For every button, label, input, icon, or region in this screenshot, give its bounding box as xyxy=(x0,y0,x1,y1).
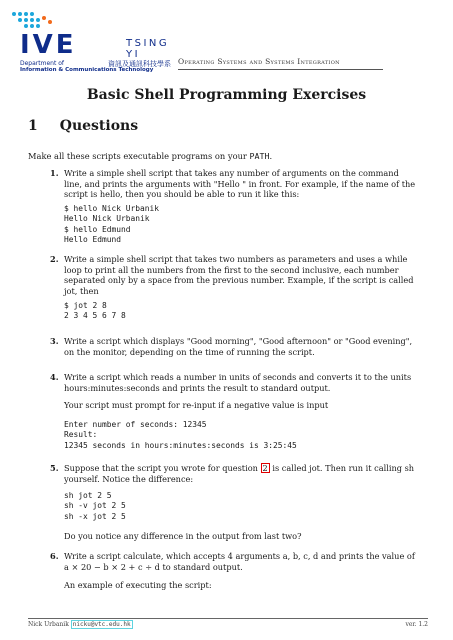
question-text: Write a script calculate, which accepts 4 arguments a, b, c, d and prints the value of a × 20 − b × 2 + c ÷ d to standard output. xyxy=(64,551,415,572)
dept-line1: Department of xyxy=(20,60,64,67)
question-5 xyxy=(50,463,419,484)
question-text: Write a simple shell script that takes any number of arguments on the command line, and prints the arguments with "Hello " in front. For example, if the name of the script is hello, then you should be able to run it like this: xyxy=(64,168,416,200)
section-number: 1 xyxy=(28,118,38,134)
intro-sentence: Make all these scripts executable programs on your xyxy=(28,151,247,161)
footer-author xyxy=(28,621,133,628)
question-number: 5. xyxy=(50,463,59,473)
code-block-1: $ hello Nick Urbanik Hello Nick Urbanik $ hello Edmund Hello Edmund xyxy=(64,204,160,245)
intro-path: PATH xyxy=(249,151,270,161)
author-name: Nick Urbanik xyxy=(28,621,69,628)
dept-line2: Information & Communications Technology xyxy=(20,67,154,73)
question-number: 1. xyxy=(50,168,59,178)
question-6 xyxy=(50,551,419,572)
ive-logo xyxy=(8,8,178,73)
question-5-note: Do you notice any difference in the output from last two? xyxy=(64,531,302,541)
section-heading xyxy=(28,118,138,134)
question-ref-link[interactable]: 2 xyxy=(262,463,268,473)
question-text: Write a simple shell script that takes two numbers as parameters and uses a while loop to print all the numbers from the first to the second inclusive, each number separated only by a space from the previous number. Example, if the script is called jot, then xyxy=(64,254,414,296)
question-4-note: Your script must prompt for re-input if a negative value is input xyxy=(64,400,329,410)
code-block-4: Enter number of seconds: 12345 Result: 12345 seconds in hours:minutes:seconds is 3:25:45 xyxy=(64,420,297,450)
logo-campus-text: TSING YI xyxy=(126,38,170,60)
question-number: 2. xyxy=(50,254,59,264)
code-block-5: sh jot 2 5 sh -v jot 2 5 sh -x jot 2 5 xyxy=(64,491,126,521)
question-1 xyxy=(50,168,419,200)
question-number: 3. xyxy=(50,336,59,346)
section-name: Questions xyxy=(59,118,139,134)
question-text-b: is called jot. Then run it calling sh yourself. Notice the difference: xyxy=(64,463,415,484)
question-text: Write a script which displays "Good morning", "Good afternoon" or "Good evening", on the monitor, depending on the time of running the script. xyxy=(64,336,413,357)
question-4 xyxy=(50,372,419,393)
question-text-a: Suppose that the script you wrote for question xyxy=(64,463,258,473)
question-number: 4. xyxy=(50,372,59,382)
course-title: Operating Systems and Systems Integration xyxy=(178,57,340,66)
question-text: Write a script which reads a number in units of seconds and converts it to the units hours:minutes:seconds and prints the result to standard output. xyxy=(64,372,412,393)
intro-text xyxy=(28,151,272,161)
question-3 xyxy=(50,336,419,357)
header-rule xyxy=(178,69,383,70)
question-number: 6. xyxy=(50,551,59,561)
page-title: Basic Shell Programming Exercises xyxy=(86,87,367,103)
logo-ive-text: IVE xyxy=(20,30,77,60)
question-6-note: An example of executing the script: xyxy=(64,580,212,590)
intro-end: . xyxy=(269,151,273,161)
author-email-link[interactable]: nicku@vtc.edu.hk xyxy=(72,621,131,628)
footer-version: ver. 1.2 xyxy=(405,621,428,628)
dept-chinese: 資訊及通訊科技學系 xyxy=(108,60,171,68)
footer-rule xyxy=(28,618,428,619)
page-header xyxy=(0,0,453,72)
question-2 xyxy=(50,254,419,296)
code-block-2: $ jot 2 8 2 3 4 5 6 7 8 xyxy=(64,301,126,321)
